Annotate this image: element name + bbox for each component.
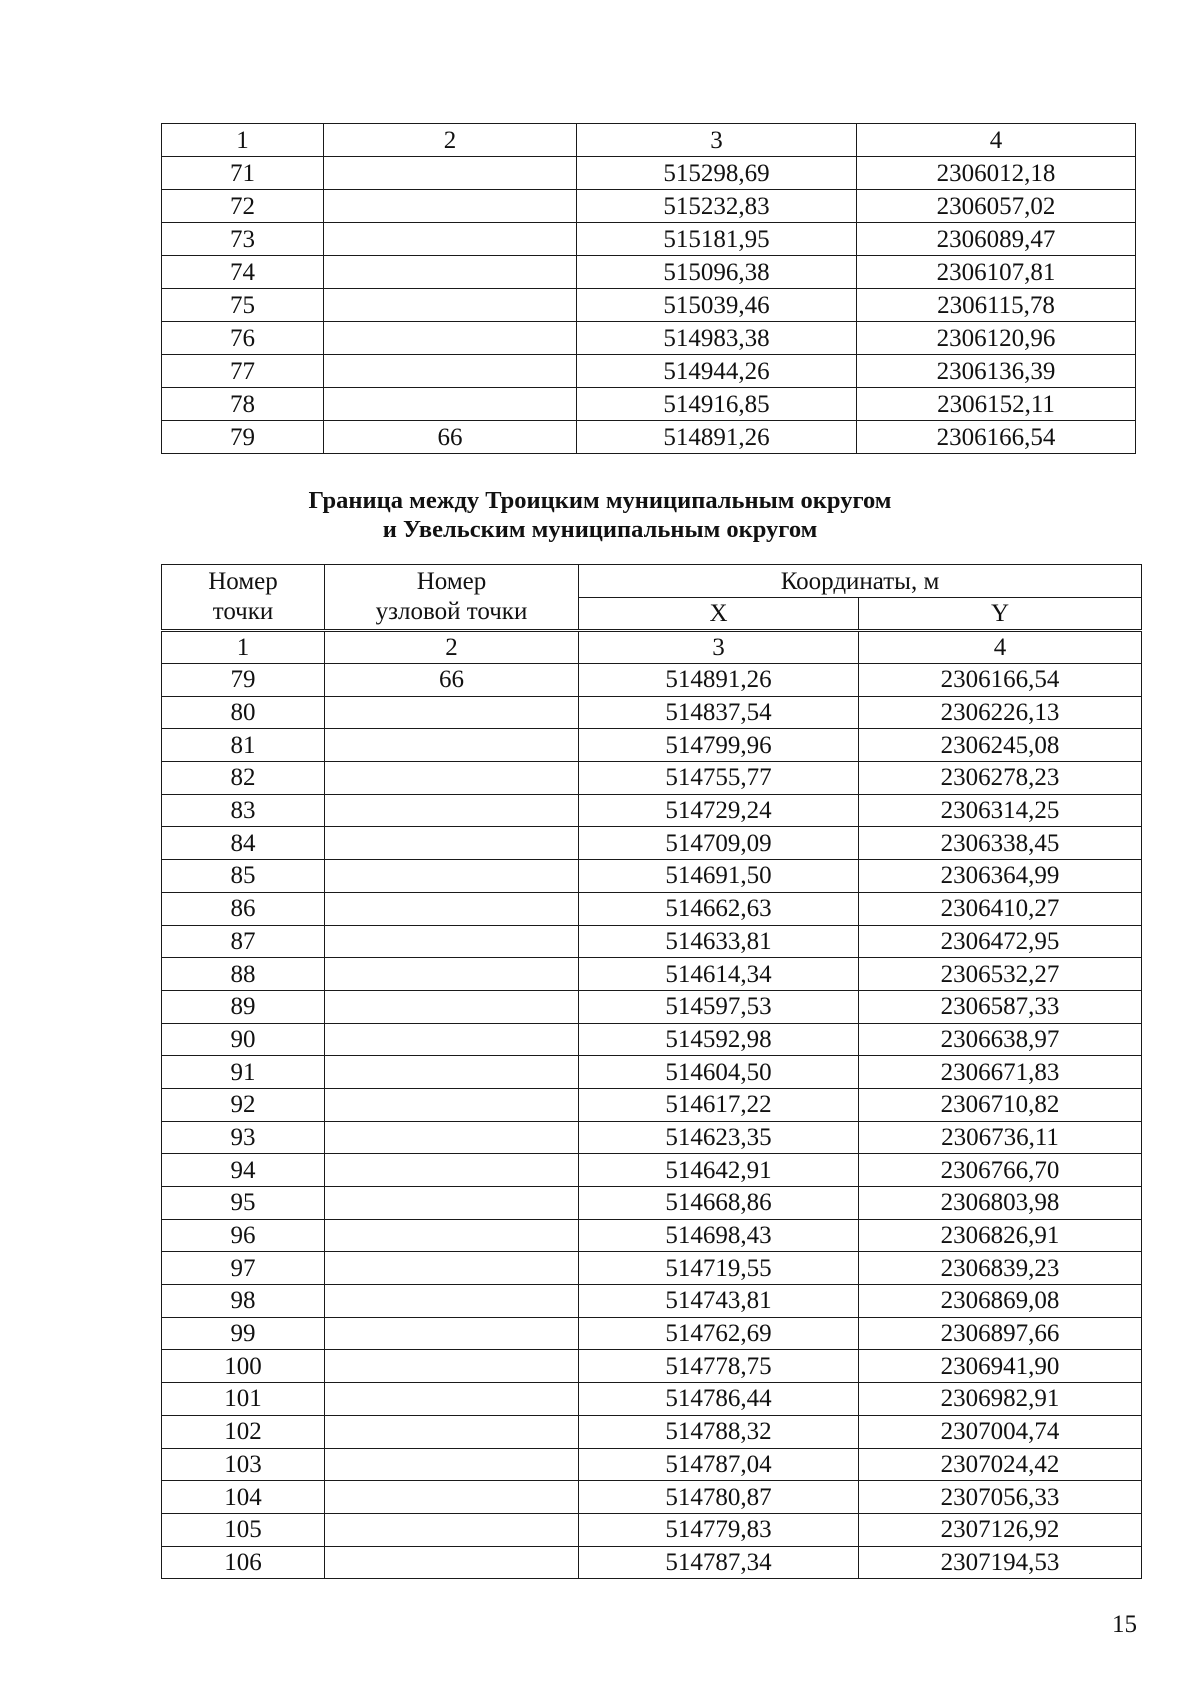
node-number-cell	[325, 729, 579, 762]
column-number-4: 4	[857, 124, 1136, 157]
node-number-cell	[325, 1448, 579, 1481]
x-coordinate-cell: 514668,86	[579, 1187, 859, 1220]
x-coordinate-cell: 514762,69	[579, 1317, 859, 1350]
table-row	[162, 289, 1136, 322]
x-coordinate-cell: 514788,32	[579, 1415, 859, 1448]
column-number-2: 2	[325, 631, 579, 664]
node-number-cell	[324, 256, 577, 289]
column-number-row	[162, 631, 1142, 664]
table-row	[162, 1350, 1142, 1383]
x-coordinate-cell: 514642,91	[579, 1154, 859, 1187]
node-number-cell	[325, 1317, 579, 1350]
table-row	[162, 860, 1142, 893]
point-number-cell: 72	[162, 190, 324, 223]
x-coordinate-cell: 514617,22	[579, 1088, 859, 1121]
table-row	[162, 157, 1136, 190]
y-coordinate-cell: 2306532,27	[859, 958, 1142, 991]
point-number-cell: 105	[162, 1513, 325, 1546]
x-coordinate-cell: 514837,54	[579, 696, 859, 729]
table-row	[162, 1252, 1142, 1285]
x-coordinate-cell: 514891,26	[577, 421, 857, 454]
node-number-cell	[325, 958, 579, 991]
table-row	[162, 1121, 1142, 1154]
y-coordinate-cell: 2306671,83	[859, 1056, 1142, 1089]
y-coordinate-cell: 2306839,23	[859, 1252, 1142, 1285]
column-number-3: 3	[579, 631, 859, 664]
section-title-line-1: Граница между Троицким муниципальным округом	[308, 487, 892, 514]
point-number-cell: 82	[162, 762, 325, 795]
x-coordinate-cell: 514698,43	[579, 1219, 859, 1252]
table-row	[162, 1187, 1142, 1220]
point-number-header	[162, 565, 325, 631]
column-number-1: 1	[162, 631, 325, 664]
y-coordinate-cell: 2306115,78	[857, 289, 1136, 322]
point-number-cell: 74	[162, 256, 324, 289]
point-number-cell: 81	[162, 729, 325, 762]
x-coordinate-cell: 514597,53	[579, 990, 859, 1023]
table-row	[162, 1383, 1142, 1416]
table-row	[162, 1546, 1142, 1579]
node-number-header-text: Номер узловой точки	[375, 568, 528, 625]
point-number-cell: 78	[162, 388, 324, 421]
point-number-cell: 102	[162, 1415, 325, 1448]
x-coordinate-cell: 514592,98	[579, 1023, 859, 1056]
node-number-cell	[325, 1481, 579, 1514]
y-coordinate-cell: 2306766,70	[859, 1154, 1142, 1187]
column-number-4: 4	[859, 631, 1142, 664]
table-row	[162, 794, 1142, 827]
x-coordinate-cell: 514719,55	[579, 1252, 859, 1285]
coordinates-header: Координаты, м	[579, 565, 1142, 598]
point-number-cell: 71	[162, 157, 324, 190]
node-number-cell	[324, 355, 577, 388]
boundary-table-body	[162, 664, 1142, 1579]
node-number-cell	[324, 190, 577, 223]
node-number-cell	[325, 827, 579, 860]
y-coordinate-cell: 2306012,18	[857, 157, 1136, 190]
node-number-cell	[324, 289, 577, 322]
point-number-cell: 80	[162, 696, 325, 729]
y-coordinate-cell: 2306364,99	[859, 860, 1142, 893]
table-row	[162, 1219, 1142, 1252]
table-row	[162, 1023, 1142, 1056]
section-title-line-2: и Увельским муниципальным округом	[382, 516, 818, 543]
node-number-cell	[325, 1415, 579, 1448]
point-number-cell: 87	[162, 925, 325, 958]
point-number-cell: 104	[162, 1481, 325, 1514]
point-number-cell: 77	[162, 355, 324, 388]
table-row	[162, 1513, 1142, 1546]
table-row	[162, 1285, 1142, 1318]
x-coordinate-cell: 514633,81	[579, 925, 859, 958]
point-number-cell: 106	[162, 1546, 325, 1579]
table-row	[162, 827, 1142, 860]
x-coordinate-cell: 514799,96	[579, 729, 859, 762]
point-number-cell: 90	[162, 1023, 325, 1056]
column-number-1: 1	[162, 124, 324, 157]
column-number-2: 2	[324, 124, 577, 157]
point-number-cell: 101	[162, 1383, 325, 1416]
point-number-cell: 89	[162, 990, 325, 1023]
y-coordinate-cell: 2306226,13	[859, 696, 1142, 729]
point-number-cell: 91	[162, 1056, 325, 1089]
point-number-cell: 75	[162, 289, 324, 322]
y-coordinate-cell: 2306710,82	[859, 1088, 1142, 1121]
table-row	[162, 256, 1136, 289]
point-number-cell: 76	[162, 322, 324, 355]
node-number-cell: 66	[324, 421, 577, 454]
node-number-cell	[325, 1350, 579, 1383]
x-coordinate-cell: 514729,24	[579, 794, 859, 827]
point-number-cell: 88	[162, 958, 325, 991]
column-number-row	[162, 124, 1136, 157]
x-coordinate-cell: 515096,38	[577, 256, 857, 289]
page-number: 15	[1112, 1611, 1137, 1638]
y-coordinate-cell: 2306166,54	[859, 664, 1142, 697]
x-coordinate-cell: 514604,50	[579, 1056, 859, 1089]
boundary-coordinates-table	[161, 564, 1142, 1579]
x-coordinate-cell: 514786,44	[579, 1383, 859, 1416]
continued-coordinates-table	[161, 123, 1136, 454]
table-row	[162, 958, 1142, 991]
node-number-cell	[324, 322, 577, 355]
x-coordinate-cell: 514891,26	[579, 664, 859, 697]
node-number-cell	[325, 1219, 579, 1252]
y-coordinate-cell: 2307194,53	[859, 1546, 1142, 1579]
x-coordinate-cell: 514944,26	[577, 355, 857, 388]
y-coordinate-cell: 2306736,11	[859, 1121, 1142, 1154]
point-number-cell: 79	[162, 421, 324, 454]
table-row	[162, 322, 1136, 355]
y-coordinate-cell: 2306803,98	[859, 1187, 1142, 1220]
y-coordinate-cell: 2306869,08	[859, 1285, 1142, 1318]
x-coordinate-cell: 514662,63	[579, 892, 859, 925]
node-number-cell	[325, 1023, 579, 1056]
node-number-cell	[325, 925, 579, 958]
x-coordinate-cell: 514787,34	[579, 1546, 859, 1579]
node-number-cell	[325, 1383, 579, 1416]
x-coordinate-cell: 514983,38	[577, 322, 857, 355]
y-coordinate-cell: 2306278,23	[859, 762, 1142, 795]
continued-table-body	[162, 124, 1136, 454]
point-number-header-text: Номер точки	[208, 568, 278, 625]
point-number-cell: 93	[162, 1121, 325, 1154]
point-number-cell: 83	[162, 794, 325, 827]
point-number-cell: 73	[162, 223, 324, 256]
table-row	[162, 762, 1142, 795]
node-number-cell	[325, 1187, 579, 1220]
point-number-cell: 96	[162, 1219, 325, 1252]
y-coordinate-cell: 2306472,95	[859, 925, 1142, 958]
x-coordinate-cell: 515039,46	[577, 289, 857, 322]
x-coordinate-cell: 515298,69	[577, 157, 857, 190]
x-coordinate-cell: 515232,83	[577, 190, 857, 223]
x-coordinate-cell: 514691,50	[579, 860, 859, 893]
table-row	[162, 1448, 1142, 1481]
y-coordinate-cell: 2306089,47	[857, 223, 1136, 256]
table-row	[162, 1088, 1142, 1121]
node-number-cell	[325, 1121, 579, 1154]
table-row	[162, 421, 1136, 454]
node-number-cell	[325, 1252, 579, 1285]
point-number-cell: 86	[162, 892, 325, 925]
table-row	[162, 1415, 1142, 1448]
table-row	[162, 1154, 1142, 1187]
y-coordinate-cell: 2306897,66	[859, 1317, 1142, 1350]
column-number-3: 3	[577, 124, 857, 157]
x-coordinate-cell: 514779,83	[579, 1513, 859, 1546]
y-coordinate-cell: 2306136,39	[857, 355, 1136, 388]
table-row	[162, 388, 1136, 421]
y-coordinate-cell: 2307024,42	[859, 1448, 1142, 1481]
x-coordinate-cell: 514787,04	[579, 1448, 859, 1481]
y-coordinate-cell: 2306152,11	[857, 388, 1136, 421]
table-row	[162, 729, 1142, 762]
table-row	[162, 696, 1142, 729]
y-coordinate-cell: 2306826,91	[859, 1219, 1142, 1252]
y-coordinate-cell: 2306982,91	[859, 1383, 1142, 1416]
point-number-cell: 99	[162, 1317, 325, 1350]
point-number-cell: 85	[162, 860, 325, 893]
node-number-cell	[325, 1088, 579, 1121]
y-coordinate-cell: 2306314,25	[859, 794, 1142, 827]
x-coordinate-cell: 514755,77	[579, 762, 859, 795]
table-row	[162, 223, 1136, 256]
x-coordinate-cell: 514916,85	[577, 388, 857, 421]
y-coordinate-cell: 2306941,90	[859, 1350, 1142, 1383]
table-row	[162, 1317, 1142, 1350]
point-number-cell: 103	[162, 1448, 325, 1481]
node-number-cell	[324, 388, 577, 421]
node-number-cell	[325, 1546, 579, 1579]
x-coordinate-cell: 514709,09	[579, 827, 859, 860]
node-number-cell	[325, 1513, 579, 1546]
table-row	[162, 355, 1136, 388]
y-coordinate-cell: 2306638,97	[859, 1023, 1142, 1056]
table-row	[162, 190, 1136, 223]
x-coordinate-cell: 514743,81	[579, 1285, 859, 1318]
point-number-cell: 98	[162, 1285, 325, 1318]
table-row	[162, 664, 1142, 697]
table-row	[162, 990, 1142, 1023]
y-coordinate-cell: 2306410,27	[859, 892, 1142, 925]
x-header: X	[579, 598, 859, 631]
node-number-cell	[325, 794, 579, 827]
x-coordinate-cell: 514623,35	[579, 1121, 859, 1154]
point-number-cell: 92	[162, 1088, 325, 1121]
table-row	[162, 925, 1142, 958]
node-number-cell	[325, 762, 579, 795]
boundary-table-header	[162, 565, 1142, 664]
node-number-cell	[325, 990, 579, 1023]
point-number-cell: 84	[162, 827, 325, 860]
y-coordinate-cell: 2306057,02	[857, 190, 1136, 223]
table-row	[162, 1056, 1142, 1089]
node-number-cell	[325, 1285, 579, 1318]
x-coordinate-cell: 514614,34	[579, 958, 859, 991]
node-number-cell	[324, 157, 577, 190]
node-number-cell	[324, 223, 577, 256]
point-number-cell: 95	[162, 1187, 325, 1220]
y-coordinate-cell: 2306245,08	[859, 729, 1142, 762]
y-coordinate-cell: 2306587,33	[859, 990, 1142, 1023]
y-coordinate-cell: 2307004,74	[859, 1415, 1142, 1448]
node-number-cell: 66	[325, 664, 579, 697]
node-number-cell	[325, 696, 579, 729]
point-number-cell: 97	[162, 1252, 325, 1285]
y-coordinate-cell: 2306107,81	[857, 256, 1136, 289]
point-number-cell: 100	[162, 1350, 325, 1383]
y-coordinate-cell: 2306166,54	[857, 421, 1136, 454]
x-coordinate-cell: 514778,75	[579, 1350, 859, 1383]
node-number-cell	[325, 1056, 579, 1089]
node-number-cell	[325, 892, 579, 925]
y-coordinate-cell: 2307126,92	[859, 1513, 1142, 1546]
x-coordinate-cell: 515181,95	[577, 223, 857, 256]
y-coordinate-cell: 2306338,45	[859, 827, 1142, 860]
node-number-cell	[325, 1154, 579, 1187]
table-row	[162, 1481, 1142, 1514]
y-header: Y	[859, 598, 1142, 631]
point-number-cell: 79	[162, 664, 325, 697]
y-coordinate-cell: 2306120,96	[857, 322, 1136, 355]
node-number-header	[325, 565, 579, 631]
x-coordinate-cell: 514780,87	[579, 1481, 859, 1514]
y-coordinate-cell: 2307056,33	[859, 1481, 1142, 1514]
node-number-cell	[325, 860, 579, 893]
table-row	[162, 892, 1142, 925]
header-row-top	[162, 565, 1142, 598]
point-number-cell: 94	[162, 1154, 325, 1187]
